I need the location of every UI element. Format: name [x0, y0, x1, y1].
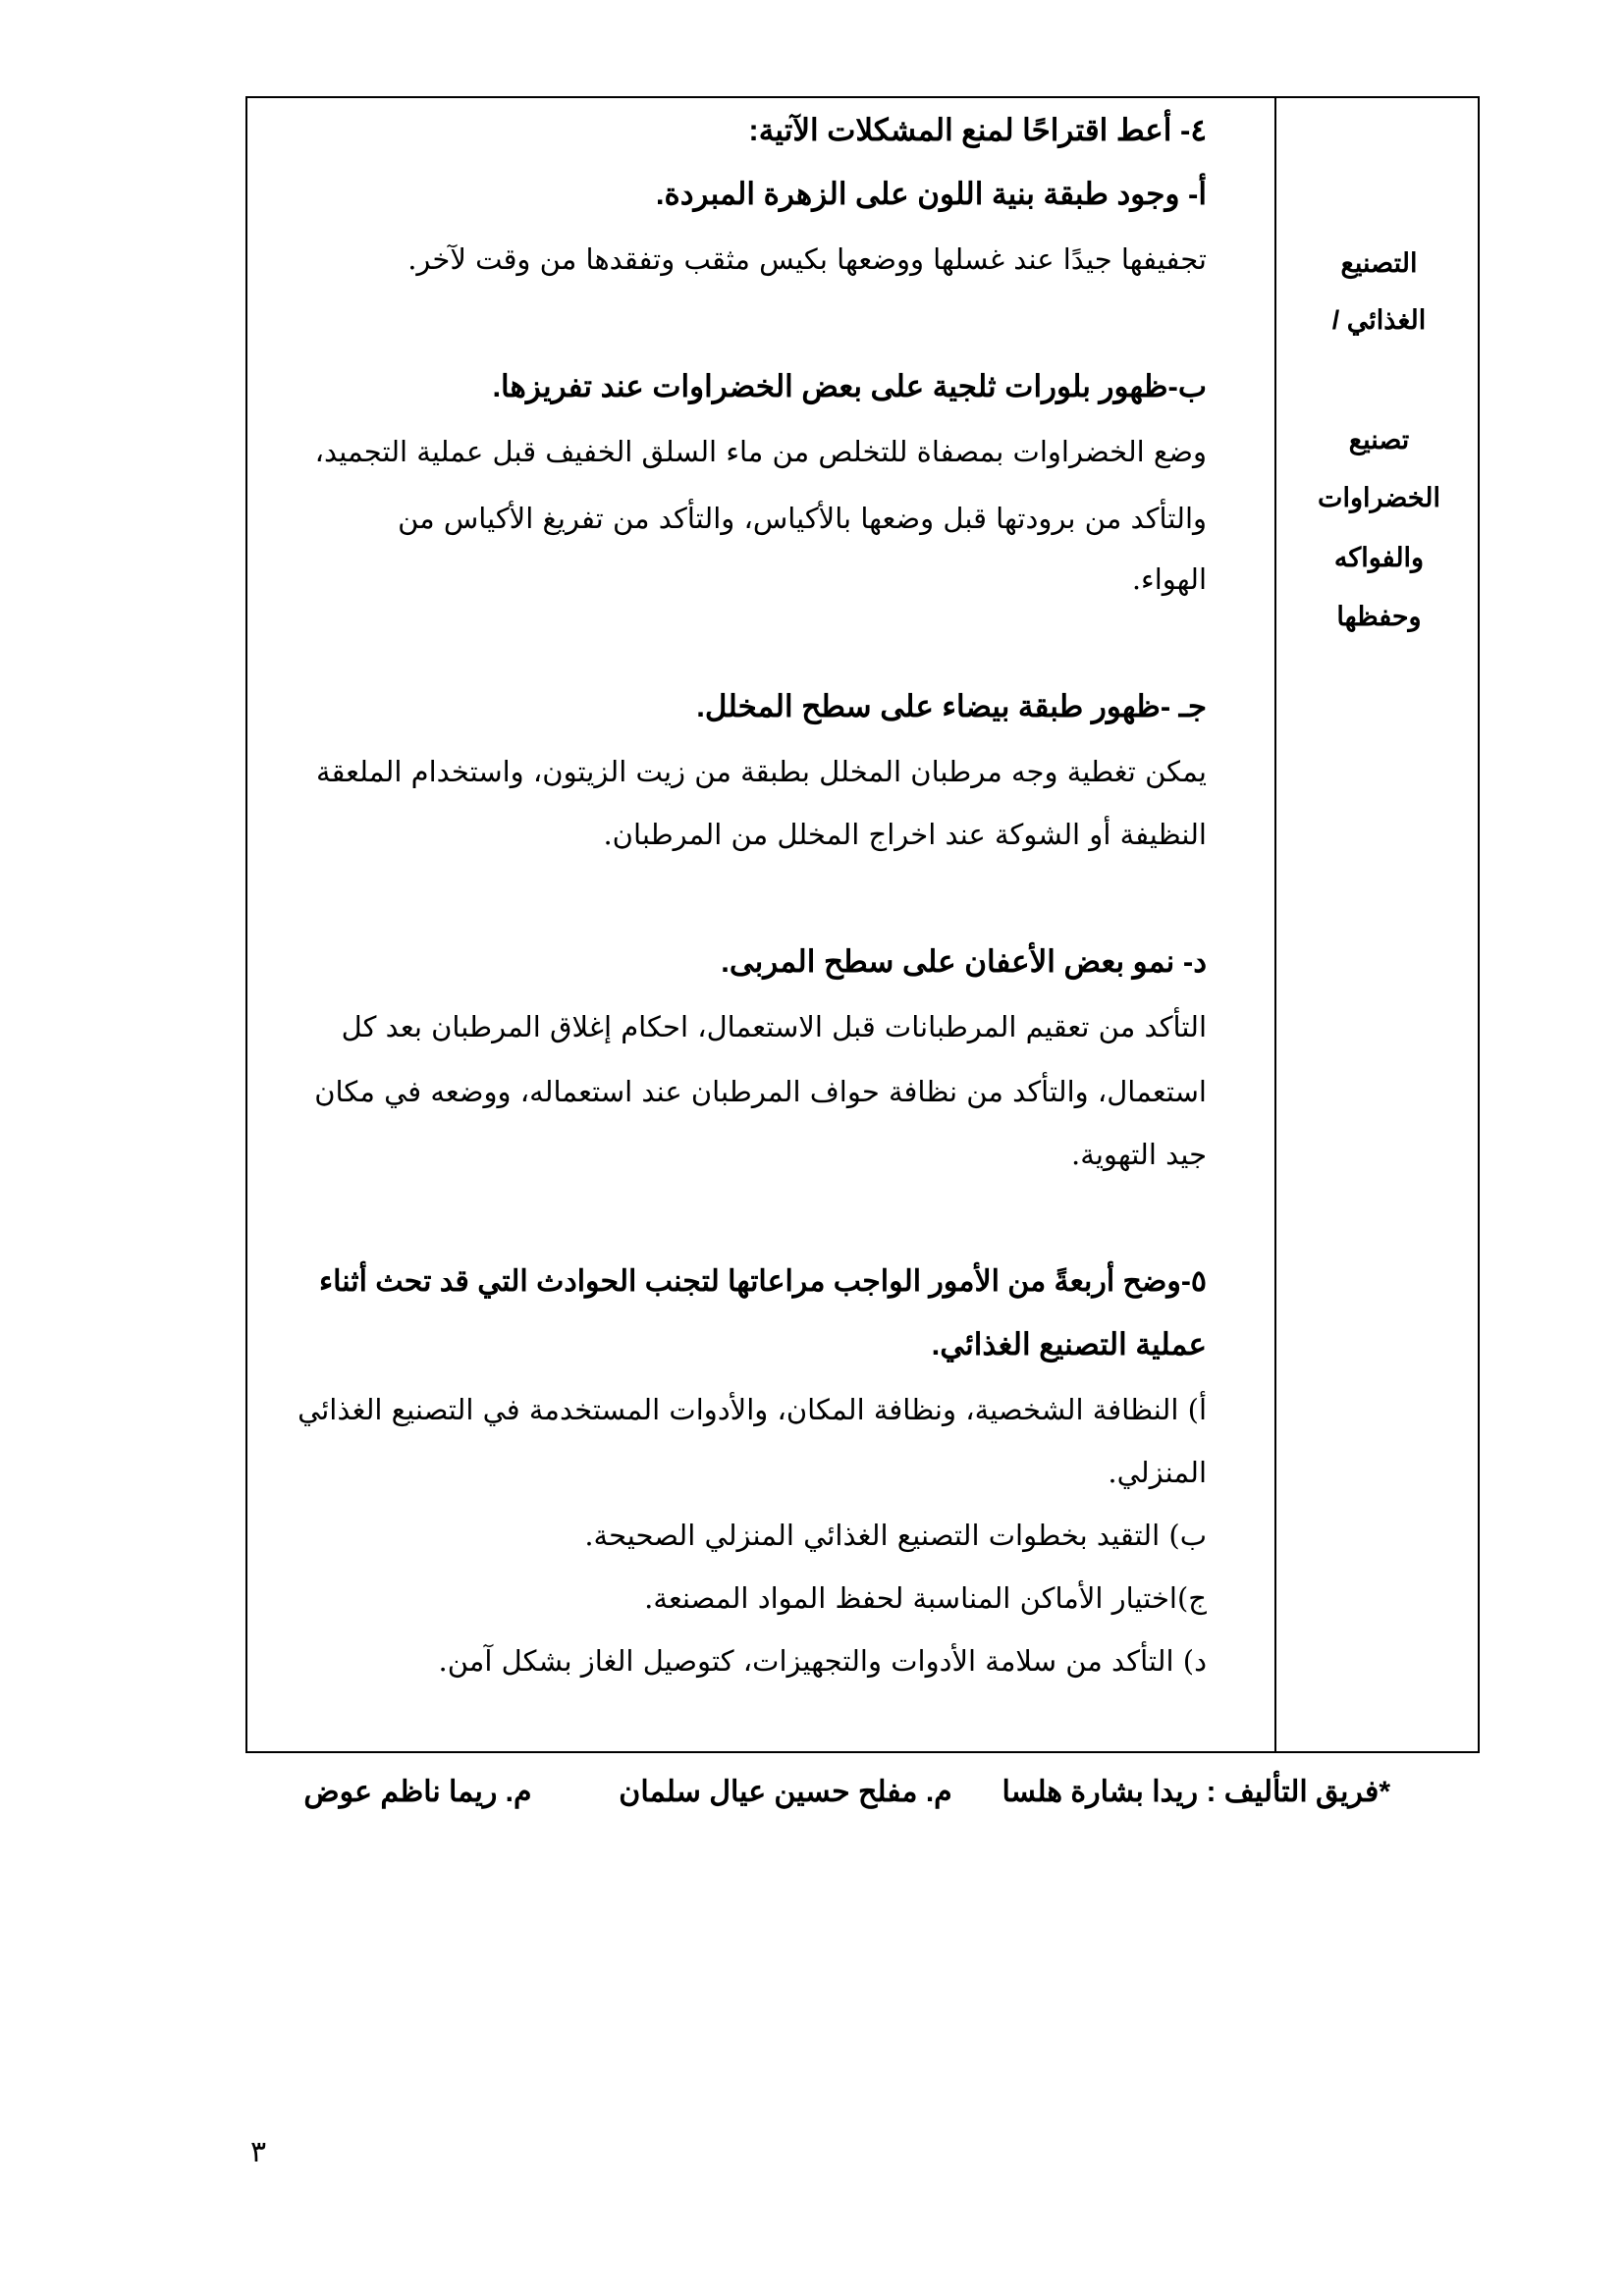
q5-item-d: د) التأكد من سلامة الأدوات والتجهيزات، كتوصيل الغاز بشكل آمن. — [438, 1644, 1207, 1678]
side-label-line-4: الخضراوات — [1318, 483, 1440, 512]
side-label-line-2: الغذائي / — [1331, 305, 1427, 335]
table-frame — [245, 96, 1480, 1753]
side-label-line-3: تصنيع — [1348, 425, 1410, 454]
q5-item-c: ج)اختيار الأماكن المناسبة لحفظ المواد المصنعة. — [644, 1581, 1207, 1615]
q5-heading-line-2: عملية التصنيع الغذائي. — [931, 1327, 1207, 1362]
q5-item-a-line-1: أ) النظافة الشخصية، ونظافة المكان، والأدوات المستخدمة في التصنيع الغذائي — [298, 1393, 1207, 1426]
q5-heading-line-1: ٥-وضح أربعةً من الأمور الواجب مراعاتها لتجنب الحوادث التي قد تحث أثناء — [318, 1265, 1207, 1298]
q4-a-answer: تجفيفها جيدًا عند غسلها ووضعها بكيس مثقب وتفقدها من وقت لآخر. — [407, 242, 1207, 276]
column-divider — [1274, 96, 1276, 1753]
authors-footer — [303, 1775, 1390, 1809]
q4-b-answer-line-3: الهواء. — [1131, 562, 1207, 596]
q4-c-answer-line-2: النظيفة أو الشوكة عند اخراج المخلل من المرطبان. — [603, 818, 1207, 851]
q5-item-b: ب) التقيد بخطوات التصنيع الغذائي المنزلي الصحيحة. — [584, 1519, 1207, 1552]
author-3: م. ريما ناظم عوض — [303, 1776, 532, 1808]
q4-b-title: ب-ظهور بلورات ثلجية على بعض الخضراوات عند تفريزها. — [492, 369, 1207, 403]
q4-d-answer-line-2: استعمال، والتأكد من نظافة حواف المرطبان عند استعماله، ووضعه في مكان — [314, 1075, 1207, 1108]
q4-c-answer-line-1: يمكن تغطية وجه مرطبان المخلل بطبقة من زيت الزيتون، واستخدام الملعقة — [315, 755, 1207, 788]
author-2: م. مفلح حسين عيال سلمان — [619, 1776, 952, 1808]
side-label-line-5: والفواكه — [1333, 543, 1425, 572]
q5-item-a-line-2: المنزلي. — [1108, 1456, 1207, 1489]
q4-d-title: د- نمو بعض الأعفان على سطح المربى. — [721, 944, 1207, 979]
side-label-line-1: التصنيع — [1340, 248, 1418, 278]
q4-b-answer-line-1: وضع الخضراوات بمصفاة للتخلص من ماء السلق الخفيف قبل عملية التجميد، — [314, 435, 1207, 468]
q4-d-answer-line-1: التأكد من تعقيم المرطبانات قبل الاستعمال، احكام إغلاق المرطبان بعد كل — [341, 1010, 1207, 1043]
side-label-line-6: وحفظها — [1336, 602, 1422, 631]
authors-label: *فريق التأليف : ريدا بشارة هلسا — [1001, 1776, 1390, 1808]
q4-b-answer-line-2: والتأكد من برودتها قبل وضعها بالأكياس، والتأكد من تفريغ الأكياس من — [398, 502, 1207, 535]
q4-c-title: جـ -ظهور طبقة بيضاء على سطح المخلل. — [696, 689, 1207, 723]
q4-heading: ٤- أعط اقتراحًا لمنع المشكلات الآتية: — [748, 113, 1207, 147]
page-number: ٣ — [250, 2135, 267, 2169]
q4-d-answer-line-3: جيد التهوية. — [1071, 1138, 1207, 1171]
q4-a-title: أ- وجود طبقة بنية اللون على الزهرة المبردة. — [655, 177, 1207, 211]
